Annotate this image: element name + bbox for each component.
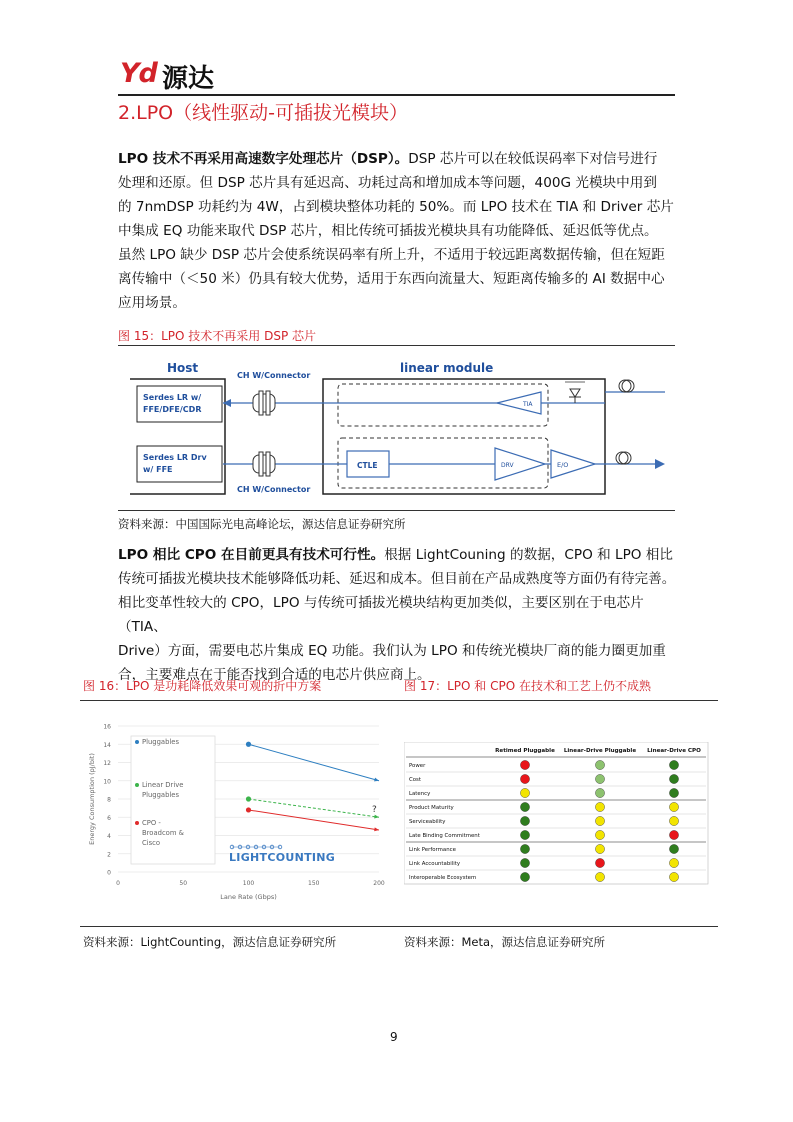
series-start-point <box>246 796 251 801</box>
paragraph-lpo-cpo <box>118 543 678 687</box>
uncertainty-question-mark: ? <box>372 805 377 815</box>
status-indicator <box>669 774 678 783</box>
paragraph-line: LPO 技术不再采用高速数字处理芯片（DSP）。DSP 芯片可以在较低误码率下对信号进行 <box>118 151 658 167</box>
eo-label: E/O <box>557 461 569 469</box>
x-tick-label: 0 <box>116 880 120 887</box>
page-number: 9 <box>390 1030 398 1044</box>
status-indicator <box>669 788 678 797</box>
status-indicator <box>520 872 529 881</box>
status-indicator <box>669 872 678 881</box>
row-label: Late Binding Commitment <box>409 833 480 839</box>
status-indicator <box>669 844 678 853</box>
figure-15-source: 资料来源：中国国际光电高峰论坛，源达信息证券研究所 <box>118 517 406 531</box>
y-tick-label: 14 <box>103 741 111 749</box>
paragraph-bold-lead: LPO 相比 CPO 在目前更具有技术可行性。 <box>118 547 385 563</box>
figure-15-caption: 图 15：LPO 技术不再采用 DSP 芯片 <box>118 329 316 343</box>
x-tick-label: 200 <box>373 880 385 887</box>
legend-marker <box>135 821 139 825</box>
row-label: Power <box>409 763 426 769</box>
status-indicator <box>595 788 604 797</box>
status-indicator <box>669 802 678 811</box>
y-axis-label: Energy Consumption (pJ/bit) <box>88 753 96 845</box>
x-axis-label: Lane Rate (Gbps) <box>220 893 277 901</box>
figure-15-bottom-rule <box>118 510 675 511</box>
row-label: Latency <box>409 791 431 797</box>
row-label: Interoperable Ecosystem <box>409 875 477 881</box>
x-tick-label: 100 <box>242 880 255 887</box>
tx-fiber-coil-icon <box>616 452 628 464</box>
paragraph-line: 中集成 EQ 功能来取代 DSP 芯片，相比传统可插拔光模块具有功能降低、延迟低等优点。 <box>118 223 658 239</box>
watermark-dots-icon <box>230 845 282 849</box>
lightcounting-watermark: LIGHTCOUNTING <box>229 851 336 864</box>
paragraph-line: 离传输中（＜50 米）仍具有较大优势，适用于东西向流量大、短距离传输多的 AI 数据中心 <box>118 271 665 287</box>
y-tick-label: 10 <box>103 778 111 786</box>
serdes-tx-label-1: Serdes LR Drv <box>143 453 207 462</box>
row-label: Link Accountability <box>409 861 461 867</box>
legend-entry: Linear Drive <box>142 781 184 789</box>
paragraph-line: 传统可插拔光模块技术能够降低功耗、延迟和成本。但目前在产品成熟度等方面仍有待完善。 <box>118 571 676 587</box>
status-indicator <box>669 830 678 839</box>
legend-entry: Pluggables <box>142 738 180 746</box>
figures-bottom-rule <box>80 926 718 927</box>
status-indicator <box>520 858 529 867</box>
column-header: Linear-Drive Pluggable <box>563 748 637 754</box>
legend-entry: CPO - <box>142 819 161 827</box>
ctle-label: CTLE <box>357 461 378 470</box>
energy-consumption-chart <box>82 712 394 907</box>
series-line <box>249 810 380 830</box>
figure-17-caption: 图 17：LPO 和 CPO 在技术和工艺上仍不成熟 <box>404 679 651 693</box>
status-indicator <box>520 844 529 853</box>
legend-marker <box>135 783 139 787</box>
status-indicator <box>595 872 604 881</box>
y-tick-label: 12 <box>103 760 111 767</box>
status-indicator <box>520 760 529 769</box>
brand-logo <box>120 58 230 94</box>
status-indicator <box>520 774 529 783</box>
status-indicator <box>595 760 604 769</box>
tia-amplifier <box>497 392 541 414</box>
y-tick-label: 16 <box>103 723 111 731</box>
logo-chinese: 源达 <box>162 64 215 94</box>
y-tick-label: 8 <box>107 796 111 804</box>
linear-module-diagram <box>125 354 670 504</box>
paragraph-line: 相比变革性较大的 CPO，LPO 与传统可插拔光模块结构更加类似，主要区别在于电芯片（TIA、 <box>118 595 644 635</box>
series-line <box>249 799 380 817</box>
status-indicator <box>595 858 604 867</box>
logo-latin: Yd <box>120 58 157 89</box>
serdes-rx-label-2: FFE/DFE/CDR <box>143 405 202 414</box>
paragraph-line: 处理和还原。但 DSP 芯片具有延迟高、功耗过高和增加成本等问题，400G 光模块中用到 <box>118 175 657 191</box>
status-indicator <box>595 774 604 783</box>
row-label: Link Performance <box>409 847 456 853</box>
channel-bottom-label: CH W/Connector <box>237 485 311 494</box>
y-tick-label: 6 <box>107 814 111 822</box>
figure-15-top-rule <box>118 345 675 346</box>
y-tick-label: 0 <box>107 869 111 877</box>
paragraph-line: 应用场景。 <box>118 295 186 311</box>
status-indicator <box>520 830 529 839</box>
paragraph-line: 虽然 LPO 缺少 DSP 芯片会使系统误码率有所上升，不适用于较远距离数据传输，但在短距 <box>118 247 665 263</box>
row-label: Product Maturity <box>409 805 454 811</box>
legend-marker <box>135 740 139 744</box>
paragraph-line: 的 7nmDSP 功耗约为 4W，占到模块整体功耗的 50%。而 LPO 技术在 TIA 和 Driver 芯片 <box>118 199 674 215</box>
status-indicator <box>520 816 529 825</box>
legend-entry: Cisco <box>142 839 161 847</box>
legend-entry: Broadcom & <box>142 829 184 837</box>
paragraph-line: Drive）方面，需要电芯片集成 EQ 功能。我们认为 LPO 和传统光模块厂商的能力圈更加重 <box>118 643 666 659</box>
rx-arrow-icon <box>223 399 231 407</box>
paragraph-dsp <box>118 147 678 315</box>
serdes-tx-label-2: w/ FFE <box>143 465 173 474</box>
column-header: Linear-Drive CPO <box>647 748 701 754</box>
row-label: Serviceability <box>409 819 446 825</box>
drv-label: DRV <box>501 462 514 469</box>
series-start-point <box>246 742 251 747</box>
module-label: linear module <box>400 361 494 375</box>
connector-top-icon <box>253 391 275 415</box>
series-end-arrow <box>374 778 379 782</box>
paragraph-line: LPO 相比 CPO 在目前更具有技术可行性。根据 LightCouning 的数据，CPO 和 LPO 相比 <box>118 547 673 563</box>
paragraph-bold-lead: LPO 技术不再采用高速数字处理芯片（DSP）。 <box>118 151 409 167</box>
paragraph-line: 合，主要难点在于能否找到合适的电芯片供应商上。 <box>118 667 431 683</box>
status-indicator <box>669 816 678 825</box>
row-label: Cost <box>409 777 421 783</box>
serdes-rx-label-1: Serdes LR w/ <box>143 393 202 402</box>
x-tick-label: 150 <box>308 880 320 887</box>
serdes-tx-box <box>137 446 222 482</box>
tx-arrow-icon <box>655 459 665 469</box>
channel-top-label: CH W/Connector <box>237 371 311 380</box>
photodiode-icon <box>570 389 580 397</box>
host-label: Host <box>167 361 199 375</box>
serdes-rx-box <box>137 386 222 422</box>
status-indicator <box>595 816 604 825</box>
connector-bottom-icon <box>253 452 275 476</box>
series-start-point <box>246 807 251 812</box>
figure-17-source: 资料来源：Meta，源达信息证券研究所 <box>404 935 606 949</box>
section-title: 2.LPO（线性驱动-可插拔光模块） <box>118 102 408 124</box>
status-indicator <box>595 844 604 853</box>
rx-fiber-coil-icon <box>619 380 631 392</box>
legend-entry: Pluggables <box>142 791 180 799</box>
series-end-arrow <box>374 815 379 819</box>
status-indicator <box>669 760 678 769</box>
figure-16-caption: 图 16：LPO 是功耗降低效果可观的折中方案 <box>83 679 322 693</box>
technology-maturity-table <box>404 742 710 885</box>
status-indicator <box>595 830 604 839</box>
status-indicator <box>520 802 529 811</box>
figures-top-rule <box>80 700 718 701</box>
y-tick-label: 2 <box>107 851 111 859</box>
x-tick-label: 50 <box>179 880 188 887</box>
status-indicator <box>669 858 678 867</box>
y-tick-label: 4 <box>107 833 111 840</box>
status-indicator <box>595 802 604 811</box>
series-end-arrow <box>374 827 379 831</box>
column-header: Retimed Pluggable <box>495 748 555 754</box>
tia-label: TIA <box>523 401 533 408</box>
figure-16-source: 资料来源：LightCounting，源达信息证券研究所 <box>83 935 337 949</box>
status-indicator <box>520 788 529 797</box>
header-divider <box>118 94 675 96</box>
